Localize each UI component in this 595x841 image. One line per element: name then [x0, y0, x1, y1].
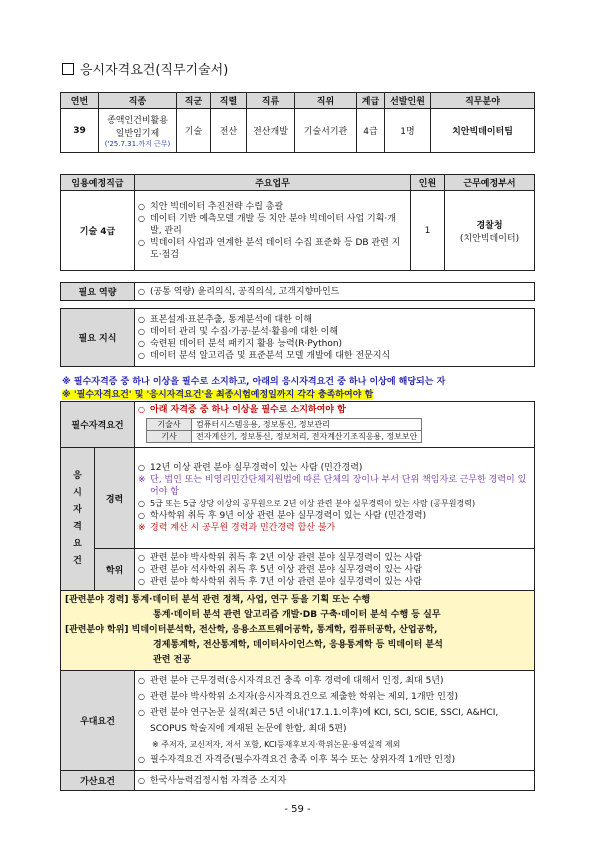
cert-items: 전자계산기, 정보통신, 정보처리, 전자계산기조직응용, 정보보안 — [192, 431, 422, 443]
preference-cell — [135, 671, 535, 771]
related-degree-text3: 관련 전공 — [153, 655, 191, 665]
header-cell: 선발인원 — [385, 93, 431, 109]
career-note-1: ※ 단, 법인 또는 비영리민간단체지원법에 따른 단체의 장이나 부서 단위 책임자로 근무한 경력이 있어야 함 — [138, 474, 531, 498]
duty-list — [138, 201, 407, 261]
related-degree-text2: 경제통계학, 전산통계학, 데이터사이언스학, 응용통계학 등 빅데이터 분석 — [153, 640, 443, 650]
duty-item: ○ 치안 빅데이터 추진전략 수립 총괄 — [138, 201, 407, 213]
related-fields-cell — [61, 591, 535, 671]
header-cell: 주요업무 — [135, 175, 411, 191]
job-no: 39 — [61, 109, 99, 153]
header-cell: 직위 — [295, 93, 357, 109]
header-cell: 직렬 — [211, 93, 247, 109]
career-cell — [135, 448, 535, 549]
section-title — [62, 59, 228, 78]
related-career-label: [관련분야 경력] — [65, 595, 129, 605]
knowledge-table — [60, 308, 535, 367]
label-char: 요 — [73, 539, 82, 549]
eligibility-table — [60, 401, 535, 791]
label-char: 응 — [73, 471, 82, 481]
preference-label: 우대요건 — [61, 671, 135, 771]
header-cell: 직류 — [247, 93, 295, 109]
competency-label: 필요 역량 — [61, 283, 135, 301]
duty-dept-line2: (치안빅데이터) — [459, 233, 520, 244]
label-char: 시 — [73, 488, 82, 498]
header-cell: 계급 — [357, 93, 385, 109]
job-field: 치안빅데이터팀 — [431, 109, 535, 153]
job-table — [60, 92, 535, 153]
career-item: ○ 12년 이상 관련 분야 실무경력이 있는 사람 (민간경력) — [138, 462, 531, 474]
career-label: 경력 — [95, 448, 135, 549]
knowledge-label: 필요 지식 — [61, 309, 135, 367]
required-cert-cell — [135, 402, 535, 448]
header-cell: 직군 — [177, 93, 211, 109]
related-degree-text1: 빅데이터분석학, 전산학, 응용소프트웨어공학, 통계학, 컴퓨터공학, 산업공학, — [131, 625, 438, 635]
degree-label: 학위 — [95, 549, 135, 591]
degree-cell — [135, 549, 535, 591]
duty-rank: 기술 4급 — [61, 191, 135, 271]
job-position: 기술서기관 — [295, 109, 357, 153]
header-cell: 임용예정직급 — [61, 175, 135, 191]
duty-dept — [445, 191, 535, 271]
warning-line-2 — [62, 387, 542, 400]
job-type-line1: 종액인건비활용 — [107, 115, 168, 126]
degree-item: ○ 관련 분야 학사학위 취득 후 7년 이상 관련 분야 실무경력이 있는 사람 — [138, 576, 531, 588]
degree-item: ○ 관련 분야 박사학위 취득 후 2년 이상 관련 분야 실무경력이 있는 사람 — [138, 552, 531, 564]
header-cell: 연번 — [61, 93, 99, 109]
job-count: 1명 — [385, 109, 431, 153]
competency-table — [60, 282, 535, 301]
required-cert-intro: ○ 아래 자격증 중 하나 이상을 필수로 소지하여야 함 — [138, 404, 531, 416]
related-career-text2: 통계·데이터 분석 관련 알고리즘 개발·DB 구축·데이터 분석 수행 등 실무 — [153, 610, 441, 620]
knowledge-item: ○ 데이터 관리 및 수집·가공·분석·활용에 대한 이해 — [138, 326, 531, 338]
label-char: 자 — [73, 505, 82, 515]
cert-table — [146, 418, 422, 443]
label-char: 건 — [73, 556, 82, 566]
label-char: 격 — [73, 522, 82, 532]
job-table-row — [61, 109, 535, 153]
cert-row — [147, 419, 422, 431]
duty-table-row — [61, 191, 535, 271]
knowledge-item: ○ 표본설계·표본추출, 통계분석에 대한 이해 — [138, 314, 531, 326]
job-group: 기술 — [177, 109, 211, 153]
preference-note: ※ 주저자, 교신저자, 저서 포함, KCI등재후보지·학위논문·용역실적 제외 — [152, 740, 401, 749]
header-cell: 직무분야 — [431, 93, 535, 109]
duty-list-cell — [135, 191, 411, 271]
competency-value: ○ (공통 역량) 윤리의식, 공직의식, 고객지향마인드 — [138, 286, 531, 298]
job-grade: 4급 — [357, 109, 385, 153]
page-number: - 59 - — [284, 804, 311, 815]
section-title-text: 응시자격요건(직무기술서) — [80, 63, 229, 78]
career-item: ○ 학사학위 취득 후 9년 이상 관련 분야 실무경력이 있는 사람 (민간경력) — [138, 510, 531, 522]
job-type — [99, 109, 177, 153]
cert-row — [147, 431, 422, 443]
eligibility-label — [61, 448, 95, 591]
cert-grade: 기사 — [147, 431, 192, 443]
bonus-cell — [135, 771, 535, 791]
preference-item: ○ 필수자격요건 자격증(필수자격요건 충족 이후 복수 또는 상위자격 1개만 인정) — [138, 752, 531, 768]
job-series: 전산 — [211, 109, 247, 153]
job-class: 전산개발 — [247, 109, 295, 153]
related-career-line1 — [65, 593, 530, 608]
preference-item: ○ 관련 분야 근무경력(응시자격요건 충족 이후 경력에 대해서 인정, 최대 5년) — [138, 673, 531, 689]
duty-count: 1 — [411, 191, 445, 271]
preference-item: ○ 관련 분야 연구논문 실적(최근 5년 이내('17.1.1.이후)에 KCI, SCI, SCIE, SSCI, A&HCI, SCOPUS 학술지에 게재된 논문에 한함, 최대 5편) — [138, 705, 531, 737]
career-note-2: ※ 경력 계산 시 공무원 경력과 민간경력 합산 불가 — [138, 522, 531, 534]
knowledge-item: ○ 데이터 분석 알고리즘 및 표준분석 모델 개발에 대한 전문지식 — [138, 350, 531, 362]
bonus-label: 가산요건 — [61, 771, 135, 791]
header-cell: 인원 — [411, 175, 445, 191]
warning-line-1: ※ 필수자격증 중 하나 이상을 필수로 소지하고, 아래의 응시자격요건 중 하나 이상에 해당되는 자 — [62, 377, 446, 387]
job-table-header — [61, 93, 535, 109]
duty-table-header — [61, 175, 535, 191]
header-cell: 근무예정부서 — [445, 175, 535, 191]
header-cell: 직종 — [99, 93, 177, 109]
required-cert-label: 필수자격요건 — [61, 402, 135, 448]
cert-items: 컴퓨터시스템응용, 정보통신, 정보관리 — [192, 419, 422, 431]
checkbox-square-icon — [62, 63, 74, 75]
related-degree-line1 — [65, 623, 530, 638]
warning-line-2-text: ※ '필수자격요건' 및 '응시자격요건'을 최종시험예정일까지 각각 충족하여야 함 — [62, 390, 374, 400]
duty-item: ○ 빅데이터 사업과 연계한 분석 데이터 수집 표준화 등 DB 관련 지도·점검 — [138, 237, 407, 261]
job-type-line2: 일반임기제 — [115, 128, 160, 139]
knowledge-cell — [135, 309, 535, 367]
bonus-value: ○ 한국사능력검정시험 자격증 소지자 — [138, 775, 531, 787]
career-item: ○ 5급 또는 5급 상당 이상의 공무원으로 2년 이상 관련 분야 실무경력이 있는 사람 (공무원경력) — [138, 498, 531, 510]
related-degree-label: [관련분야 학위] — [65, 625, 129, 635]
duty-dept-line1: 경찰청 — [476, 220, 503, 231]
duty-table — [60, 174, 535, 271]
related-career-text1: 통계·데이터 분석 관련 정책, 사업, 연구 등을 기획 또는 수행 — [131, 595, 371, 605]
degree-item: ○ 관련 분야 석사학위 취득 후 5년 이상 관련 분야 실무경력이 있는 사람 — [138, 564, 531, 576]
preference-item: ○ 관련 분야 박사학위 소지자(응시자격요건으로 제출한 학위는 제외, 1개만 인정) — [138, 689, 531, 705]
duty-item: ○ 데이터 기반 예측모델 개발 등 치안 분야 빅데이터 사업 기획·개발, 관리 — [138, 213, 407, 237]
knowledge-item: ○ 숙련된 데이터 분석 패키지 활용 능력(R·Python) — [138, 338, 531, 350]
competency-cell — [135, 283, 535, 301]
cert-grade: 기술사 — [147, 419, 192, 431]
job-type-note: ('25.7.31.까지 근무) — [104, 139, 171, 148]
